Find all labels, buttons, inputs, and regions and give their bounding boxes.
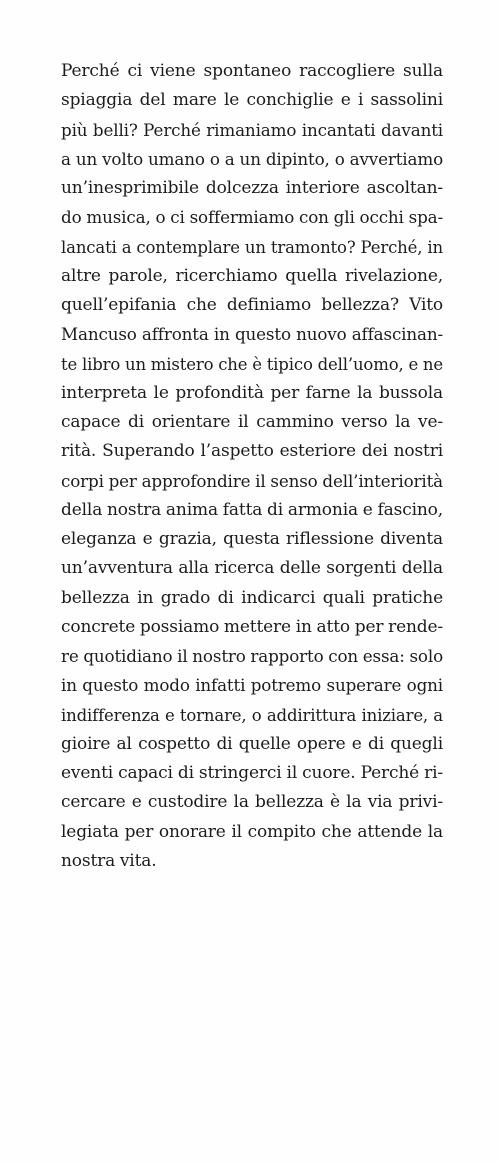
blurb-text [61,57,443,876]
blurb-line: corpi per approfondire il senso dell’interiorità [61,470,443,491]
blurb-line: bellezza in grado di indicarci quali pratiche [61,587,443,608]
blurb-line: Mancuso affronta in questo nuovo affascinan- [61,324,443,345]
blurb-line: della nostra anima fatta di armonia e fascino, [61,499,443,520]
blurb-line: re quotidiano il nostro rapporto con essa: solo [61,646,443,666]
blurb-line: concrete possiamo mettere in atto per rende- [61,616,444,637]
blurb-line: più belli? Perché rimaniamo incantati davanti [61,119,443,140]
blurb-line: eventi capaci di stringerci il cuore. Perché ri- [61,763,443,783]
blurb-line: un’inesprimibile dolcezza interiore ascoltan- [61,178,443,198]
blurb-line: a un volto umano o a un dipinto, o avvertiamo [61,148,443,169]
blurb-line: legiata per onorare il compito che attende la [61,821,443,842]
blurb-line: nostra vita. [61,850,157,871]
blurb-line: cercare e custodire la bellezza è la via privi- [61,792,443,813]
blurb-line: lancati a contemplare un tramonto? Perché, in [61,237,443,257]
blurb-line: gioire al cospetto di quelle opere e di quegli [61,733,443,754]
blurb-line: indifferenza e tornare, o addirittura iniziare, a [61,705,443,725]
blurb-line: spiaggia del mare le conchiglie e i sassolini [61,90,443,111]
blurb-line: te libro un mistero che è tipico dell’uomo, e ne [61,354,443,374]
blurb-line: quell’epifania che definiamo bellezza? Vito [61,295,443,315]
blurb-line: Perché ci viene spontaneo raccogliere sulla [61,61,443,81]
blurb-line: do musica, o ci soffermiamo con gli occhi spa- [61,207,443,228]
blurb-line: in questo modo infatti potremo superare ogni [61,675,443,696]
blurb-line: altre parole, ricerchiamo quella rivelazione, [61,265,443,286]
blurb-line: interpreta le profondità per farne la bussola [61,382,443,403]
blurb-line: capace di orientare il cammino verso la ve- [61,412,443,432]
blurb-line: un’avventura alla ricerca delle sorgenti della [61,558,443,579]
blurb-line: rità. Superando l’aspetto esteriore dei nostri [61,441,443,462]
blurb-line: eleganza e grazia, questa riflessione diventa [61,529,443,549]
